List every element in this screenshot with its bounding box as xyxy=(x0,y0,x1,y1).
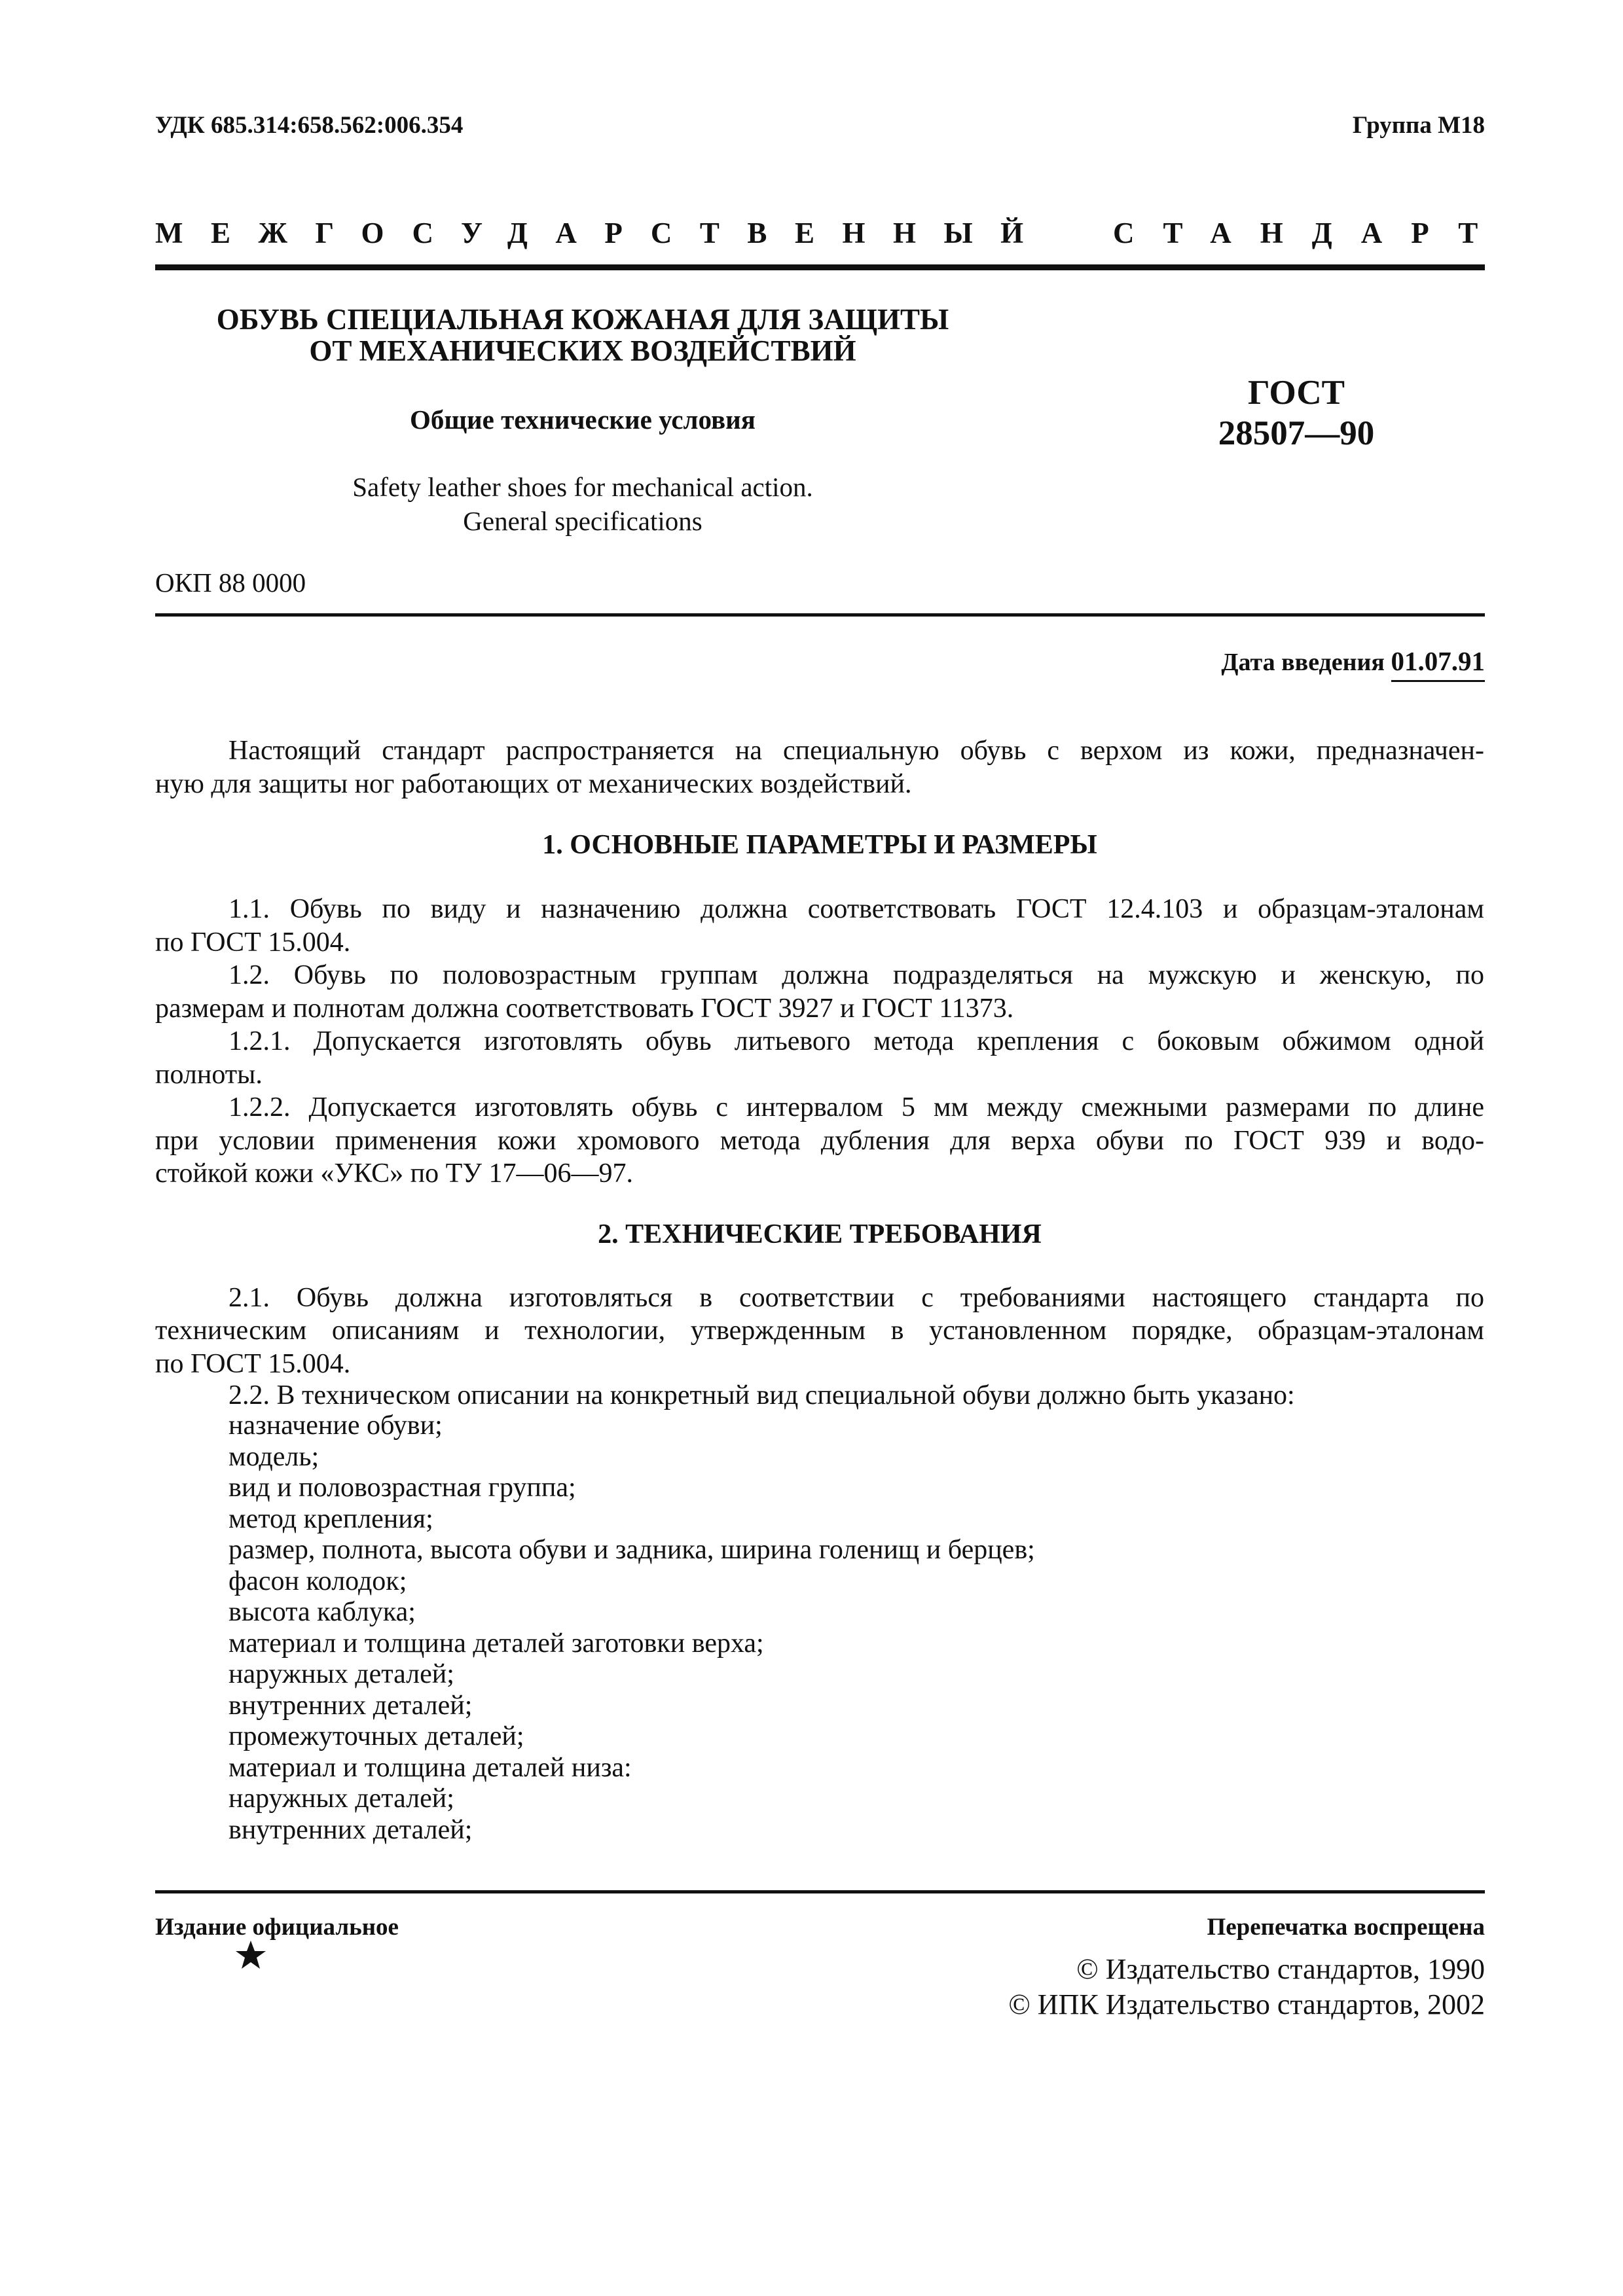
title-subtitle: Общие технические условия xyxy=(410,404,756,435)
para-2-1-line-3: по ГОСТ 15.004. xyxy=(155,1349,351,1379)
gost-number: 28507—90 xyxy=(1218,414,1375,452)
intro-line-2: ную для защиты ног работающих от механических воздействий. xyxy=(155,769,912,799)
list-item: метод крепления; xyxy=(228,1503,433,1534)
banner-interstate: МЕЖГОСУДАРСТВЕННЫЙ xyxy=(155,217,1051,249)
star-icon xyxy=(234,1939,267,1971)
para-1-2-line-2: размерам и полнотам должна соответствовать ГОСТ 3927 и ГОСТ 11373. xyxy=(155,994,1014,1024)
list-item: внутренних деталей; xyxy=(228,1690,473,1721)
para-1-2-line-1: 1.2. Обувь по половозрастным группам должна подразделяться на мужскую и женскую, по xyxy=(228,960,1484,990)
section-2-heading: 2. ТЕХНИЧЕСКИЕ ТРЕБОВАНИЯ xyxy=(598,1219,1042,1249)
list-item: вид и половозрастная группа; xyxy=(228,1473,576,1503)
intro-date-value: 01.07.91 xyxy=(1391,646,1486,682)
footer-rule xyxy=(155,1890,1485,1893)
udk-code: УДК 685.314:658.562:006.354 xyxy=(155,112,464,139)
english-title-line-1: Safety leather shoes for mechanical action. xyxy=(352,472,813,502)
para-1-2-2-line-3: стойкой кожи «УКС» по ТУ 17—06—97. xyxy=(155,1158,633,1189)
reprint-prohibited: Перепечатка воспрещена xyxy=(1207,1914,1485,1941)
title-line-1: ОБУВЬ СПЕЦИАЛЬНАЯ КОЖАНАЯ ДЛЯ ЗАЩИТЫ xyxy=(216,303,949,336)
copyright-1990: © Издательство стандартов, 1990 xyxy=(1076,1953,1485,1985)
list-item: фасон колодок; xyxy=(228,1566,407,1596)
intro-date xyxy=(1221,645,1485,677)
banner-rule xyxy=(155,264,1485,270)
list-item: высота каблука; xyxy=(228,1597,416,1627)
intro-date-label: Дата введения xyxy=(1221,649,1385,676)
okp-code: ОКП 88 0000 xyxy=(155,567,306,598)
group-code: Группа М18 xyxy=(1352,112,1485,139)
para-1-2-1-line-2: полноты. xyxy=(155,1060,263,1090)
para-1-2-1-line-1: 1.2.1. Допускается изготовлять обувь литьевого метода крепления с боковым обжимом одной xyxy=(228,1026,1484,1056)
list-item: внутренних деталей; xyxy=(228,1814,473,1845)
list-item: промежуточных деталей; xyxy=(228,1721,524,1751)
copyright-2002: © ИПК Издательство стандартов, 2002 xyxy=(1008,1988,1485,2020)
para-1-2-2-line-1: 1.2.2. Допускается изготовлять обувь с интервалом 5 мм между смежными размерами по длине xyxy=(228,1092,1484,1122)
list-item: модель; xyxy=(228,1441,319,1472)
list-item: материал и толщина деталей низа: xyxy=(228,1752,632,1783)
gost-label: ГОСТ xyxy=(1248,374,1345,412)
requirements-list xyxy=(228,1410,1035,1846)
list-item: назначение обуви; xyxy=(228,1410,443,1441)
official-edition: Издание официальное xyxy=(155,1914,399,1941)
list-item: материал и толщина деталей заготовки верха; xyxy=(228,1628,764,1659)
list-item: размер, полнота, высота обуви и задника, ширина голенищ и берцев; xyxy=(228,1535,1035,1565)
header-rule xyxy=(155,613,1485,617)
para-1-2-2-line-2: при условии применения кожи хромового метода дубления для верха обуви по ГОСТ 939 и водо- xyxy=(155,1126,1484,1156)
list-item: наружных деталей; xyxy=(228,1659,454,1689)
para-1-1-line-2: по ГОСТ 15.004. xyxy=(155,927,351,958)
para-2-1-line-2: техническим описаниям и технологии, утвержденным в установленном порядке, образцам-эталонам xyxy=(155,1316,1484,1346)
para-2-2: 2.2. В техническом описании на конкретный вид специальной обуви должно быть указано: xyxy=(228,1380,1295,1410)
section-1-heading: 1. ОСНОВНЫЕ ПАРАМЕТРЫ И РАЗМЕРЫ xyxy=(542,830,1097,860)
title-line-2: ОТ МЕХАНИЧЕСКИХ ВОЗДЕЙСТВИЙ xyxy=(309,334,856,367)
list-item: наружных деталей; xyxy=(228,1784,454,1814)
banner-standard: СТАНДАРТ xyxy=(1113,217,1507,249)
para-2-1-line-1: 2.1. Обувь должна изготовляться в соответствии с требованиями настоящего стандарта по xyxy=(228,1283,1484,1313)
para-1-1-line-1: 1.1. Обувь по виду и назначению должна соответствовать ГОСТ 12.4.103 и образцам-эталонам xyxy=(228,894,1484,924)
intro-line-1: Настоящий стандарт распространяется на специальную обувь с верхом из кожи, предназначен- xyxy=(228,736,1484,766)
english-title-line-2: General specifications xyxy=(463,506,702,536)
